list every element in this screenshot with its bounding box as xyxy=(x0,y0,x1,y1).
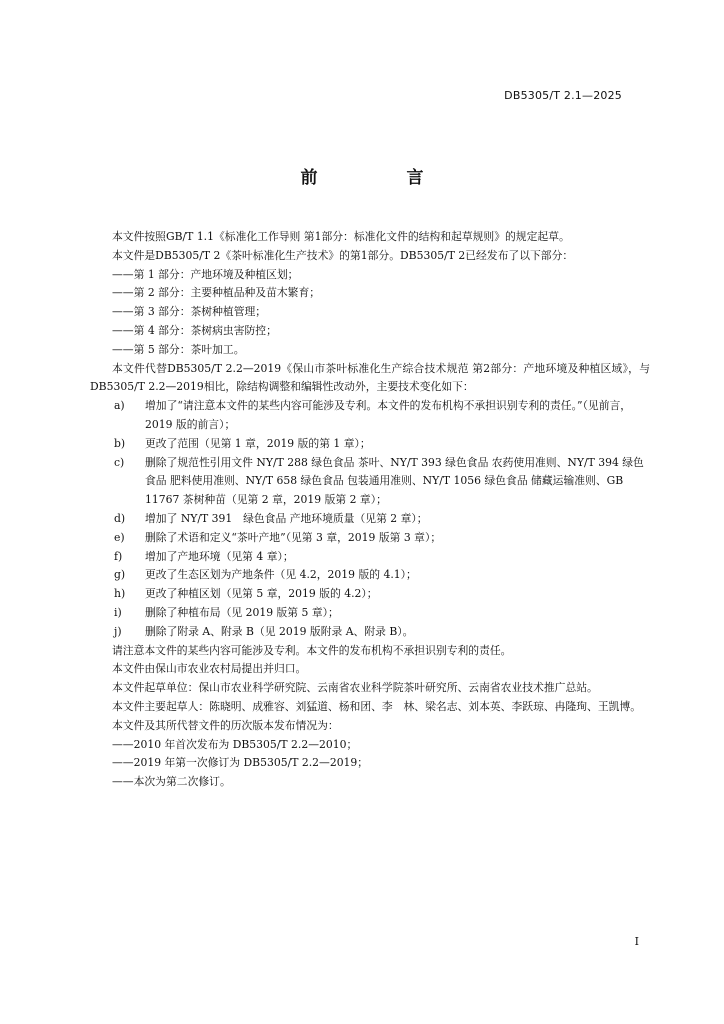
history-item: ——2019 年第一次修订为 DB5305/T 2.2—2019； xyxy=(112,756,369,770)
change-text: 更改了生态区划为产地条件（见 4.2，2019 版的 4.1）； xyxy=(145,568,417,582)
change-text: 更改了种植区划（见第 5 章，2019 版的 4.2）； xyxy=(145,587,378,601)
foreword-body xyxy=(90,228,650,792)
change-item xyxy=(90,623,650,642)
change-item xyxy=(90,604,650,623)
document-number: DB5305/T 2.1—2025 xyxy=(504,89,622,102)
history-item: ——本次为第二次修订。 xyxy=(112,775,231,789)
list-item: ——第 1 部分：产地环境及种植区划； xyxy=(112,267,299,281)
change-text: 删除了规范性引用文件 NY/T 288 绿色食品 茶叶、NY/T 393 绿色食品 农药使用准则、NY/T 394 绿色食品 肥料使用准则、NY/T 658 绿色食品 包装通用准则、NY/T 1056 绿色食品 储藏运输准则、GB 11767 茶树种苗（见第 2 章，2019 版第 2 章）； xyxy=(145,455,644,507)
change-text: 增加了产地环境（见第 4 章）； xyxy=(145,549,294,563)
change-marker: h) xyxy=(114,587,126,601)
change-item xyxy=(90,585,650,604)
change-text: 删除了术语和定义“茶叶产地”（见第 3 章，2019 版第 3 章）； xyxy=(145,530,442,544)
change-item xyxy=(90,435,650,454)
page-title: 前 言 xyxy=(300,168,460,188)
change-marker: i) xyxy=(114,605,122,619)
list-item: ——第 3 部分：茶树种植管理； xyxy=(112,305,267,319)
change-marker: a) xyxy=(114,399,125,413)
change-marker: c) xyxy=(114,455,125,469)
change-marker: b) xyxy=(114,436,126,450)
paragraph-history-intro: 本文件及其所代替文件的历次版本发布情况为： xyxy=(112,718,339,732)
change-item xyxy=(90,529,650,548)
change-item xyxy=(90,548,650,567)
paragraph-drafters: 本文件主要起草人：陈晓明、成雅容、刘猛道、杨和团、李 林、梁名志、刘本英、李跃琼、冉隆珣、王凯博。 xyxy=(112,699,642,713)
paragraph-series-info: 本文件是DB5305/T 2《茶叶标准化生产技术》的第1部分。DB5305/T 2已经发布了以下部分： xyxy=(112,248,574,262)
change-marker: e) xyxy=(114,530,125,544)
change-item xyxy=(90,397,650,435)
change-text: 增加了 NY/T 391 绿色食品 产地环境质量（见第 2 章）； xyxy=(145,511,428,525)
change-text: 删除了附录 A、附录 B（见 2019 版附录 A、附录 B）。 xyxy=(145,624,414,638)
change-text: 删除了种植布局（见 2019 版第 5 章）； xyxy=(145,605,339,619)
paragraph-drafting-units: 本文件起草单位：保山市农业科学研究院、云南省农业科学院茶叶研究所、云南省农业技术推广总站。 xyxy=(112,681,598,695)
change-item xyxy=(90,566,650,585)
change-marker: f) xyxy=(114,549,123,563)
paragraph-replacement: 本文件代替DB5305/T 2.2—2019《保山市茶叶标准化生产综合技术规范 第2部分：产地环境及种植区域》，与DB5305/T 2.2—2019相比，除结构调整和编辑性改动外，主要技术变化如下： xyxy=(90,361,650,394)
list-item: ——第 4 部分：茶树病虫害防控； xyxy=(112,323,277,337)
page-number: I xyxy=(634,935,639,948)
paragraph-proposer: 本文件由保山市农业农村局提出并归口。 xyxy=(112,662,307,676)
change-item xyxy=(90,454,650,510)
list-item: ——第 2 部分：主要种植品种及苗木繁育； xyxy=(112,286,321,300)
paragraph-drafting-rules: 本文件按照GB/T 1.1《标准化工作导则 第1部分：标准化文件的结构和起草规则》的规定起草。 xyxy=(112,230,570,243)
history-item: ——2010 年首次发布为 DB5305/T 2.2—2010； xyxy=(112,737,358,751)
paragraph-patent-notice: 请注意本文件的某些内容可能涉及专利。本文件的发布机构不承担识别专利的责任。 xyxy=(112,643,512,657)
list-item: ——第 5 部分：茶叶加工。 xyxy=(112,342,245,356)
change-marker: j) xyxy=(114,624,122,638)
change-text: 增加了“请注意本文件的某些内容可能涉及专利。本文件的发布机构不承担识别专利的责任。”（见前言，2019 版的前言）； xyxy=(145,399,632,431)
change-marker: g) xyxy=(114,568,126,582)
change-marker: d) xyxy=(114,511,126,525)
change-text: 更改了范围（见第 1 章，2019 版的第 1 章）； xyxy=(145,436,371,450)
change-item xyxy=(90,510,650,529)
